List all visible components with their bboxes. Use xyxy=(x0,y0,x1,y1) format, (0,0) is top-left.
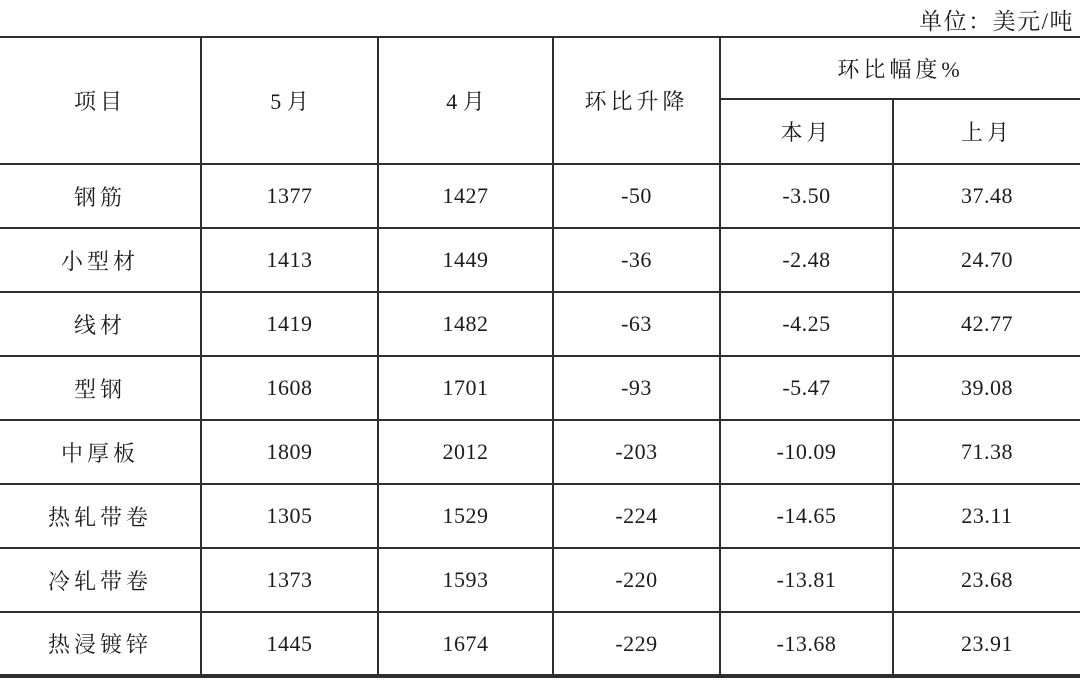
cell-april: 2012 xyxy=(378,420,553,484)
header-row-top xyxy=(0,37,1080,99)
cell-april: 1529 xyxy=(378,484,553,548)
cell-april: 1427 xyxy=(378,164,553,228)
cell-april: 1449 xyxy=(378,228,553,292)
table-row xyxy=(0,164,1080,228)
cell-april: 1593 xyxy=(378,548,553,612)
cell-change: -36 xyxy=(553,228,720,292)
table-header xyxy=(0,37,1080,164)
cell-last-month: 71.38 xyxy=(893,420,1080,484)
cell-this-month: -4.25 xyxy=(720,292,893,356)
cell-may: 1419 xyxy=(201,292,378,356)
cell-item: 中厚板 xyxy=(0,420,201,484)
price-table xyxy=(0,36,1080,678)
cell-change: -203 xyxy=(553,420,720,484)
table-body xyxy=(0,164,1080,676)
header-this-month: 本月 xyxy=(720,99,893,164)
table-row xyxy=(0,484,1080,548)
cell-change: -224 xyxy=(553,484,720,548)
cell-april: 1482 xyxy=(378,292,553,356)
cell-item: 冷轧带卷 xyxy=(0,548,201,612)
cell-may: 1413 xyxy=(201,228,378,292)
header-april: 4 月 xyxy=(378,37,553,164)
cell-this-month: -13.81 xyxy=(720,548,893,612)
table-row xyxy=(0,548,1080,612)
table-row xyxy=(0,612,1080,676)
cell-april: 1674 xyxy=(378,612,553,676)
table-row xyxy=(0,228,1080,292)
cell-may: 1809 xyxy=(201,420,378,484)
cell-last-month: 24.70 xyxy=(893,228,1080,292)
cell-this-month: -3.50 xyxy=(720,164,893,228)
cell-may: 1608 xyxy=(201,356,378,420)
cell-last-month: 42.77 xyxy=(893,292,1080,356)
cell-item: 热浸镀锌 xyxy=(0,612,201,676)
cell-this-month: -10.09 xyxy=(720,420,893,484)
cell-item: 钢筋 xyxy=(0,164,201,228)
cell-this-month: -5.47 xyxy=(720,356,893,420)
cell-may: 1445 xyxy=(201,612,378,676)
cell-last-month: 39.08 xyxy=(893,356,1080,420)
cell-this-month: -2.48 xyxy=(720,228,893,292)
cell-last-month: 23.68 xyxy=(893,548,1080,612)
header-may: 5 月 xyxy=(201,37,378,164)
cell-last-month: 23.11 xyxy=(893,484,1080,548)
cell-last-month: 23.91 xyxy=(893,612,1080,676)
header-mom-change: 环比升降 xyxy=(553,37,720,164)
cell-last-month: 37.48 xyxy=(893,164,1080,228)
cell-change: -50 xyxy=(553,164,720,228)
table-row xyxy=(0,420,1080,484)
cell-change: -63 xyxy=(553,292,720,356)
cell-april: 1701 xyxy=(378,356,553,420)
cell-may: 1373 xyxy=(201,548,378,612)
cell-item: 型钢 xyxy=(0,356,201,420)
table-row xyxy=(0,292,1080,356)
cell-item: 小型材 xyxy=(0,228,201,292)
cell-may: 1377 xyxy=(201,164,378,228)
cell-may: 1305 xyxy=(201,484,378,548)
cell-item: 热轧带卷 xyxy=(0,484,201,548)
cell-change: -229 xyxy=(553,612,720,676)
cell-change: -220 xyxy=(553,548,720,612)
header-last-month: 上月 xyxy=(893,99,1080,164)
cell-this-month: -14.65 xyxy=(720,484,893,548)
cell-item: 线材 xyxy=(0,292,201,356)
header-mom-range-pct: 环比幅度% xyxy=(720,37,1080,99)
unit-label: 单位：美元/吨 xyxy=(919,9,1074,34)
cell-change: -93 xyxy=(553,356,720,420)
header-item: 项目 xyxy=(0,37,201,164)
cell-this-month: -13.68 xyxy=(720,612,893,676)
table-row xyxy=(0,356,1080,420)
